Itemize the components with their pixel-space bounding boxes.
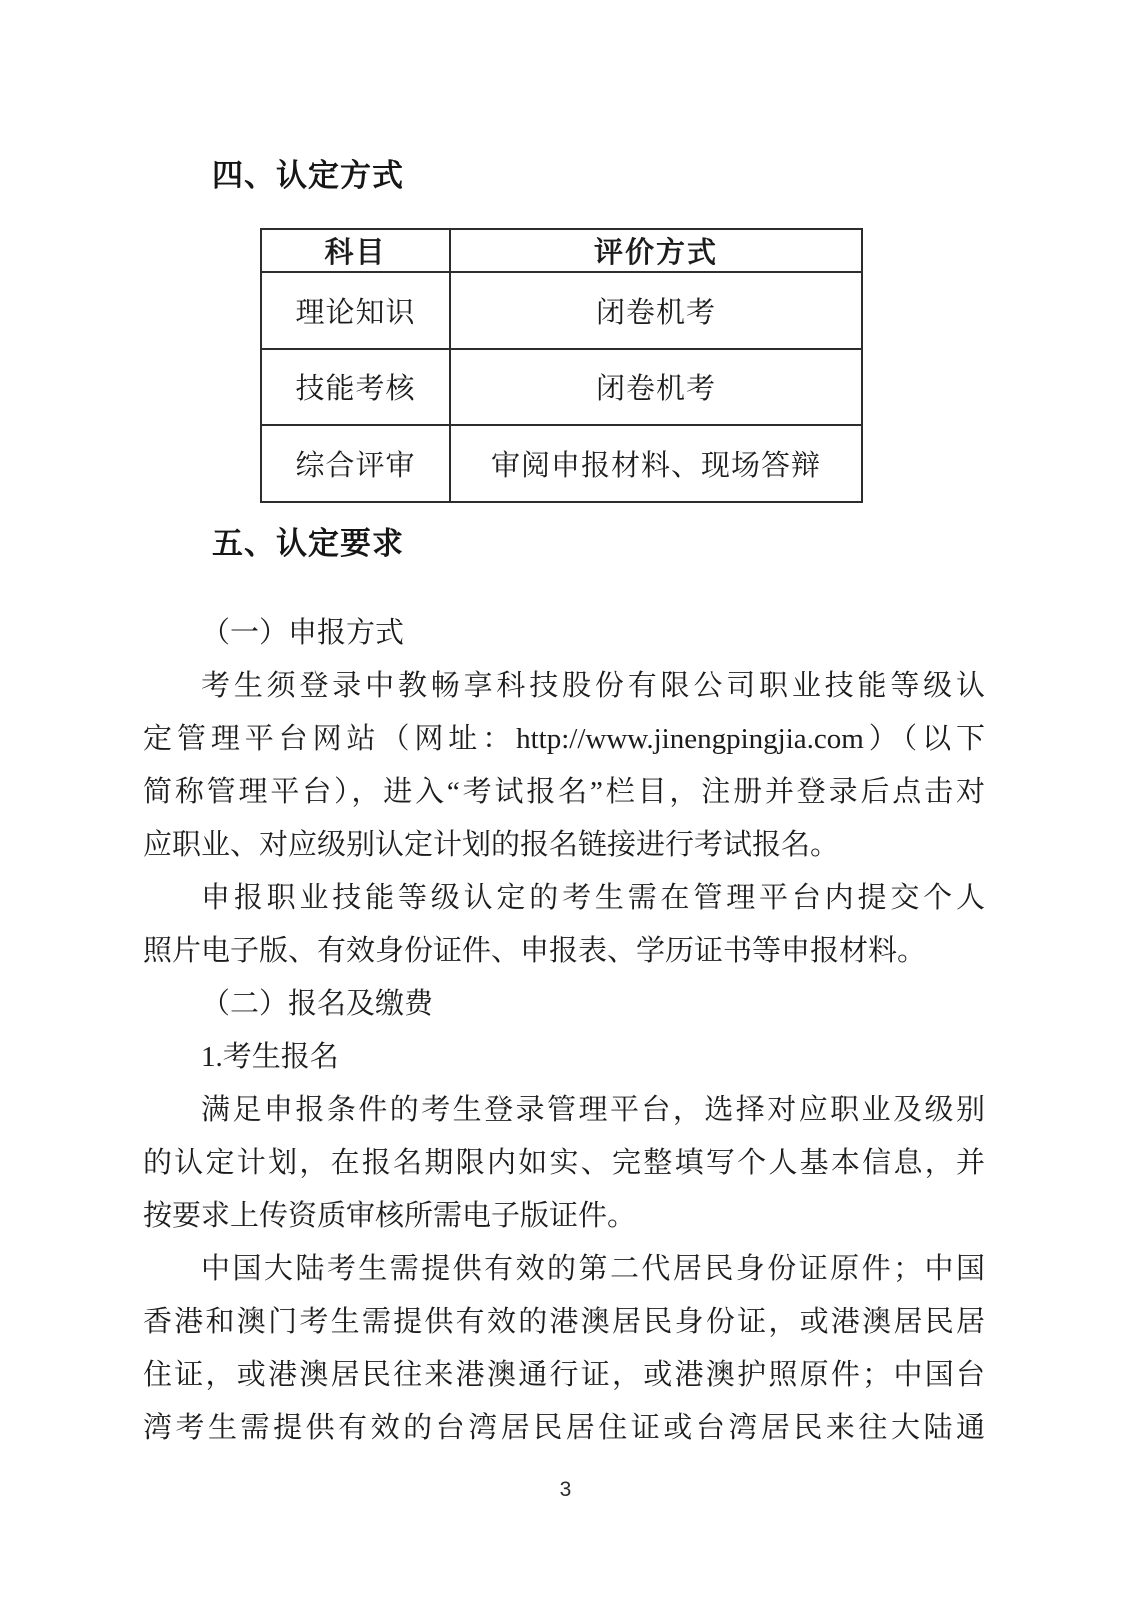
table-row xyxy=(261,425,862,502)
table-row xyxy=(261,272,862,349)
body-line: 中国大陆考生需提供有效的第二代居民身份证原件；中国 xyxy=(201,1253,985,1285)
subject-cell: 技能考核 xyxy=(261,349,450,426)
body-line: 简称管理平台），进入“考试报名”栏目，注册并登录后点击对 xyxy=(143,776,985,808)
section-4-heading: 四、认定方式 xyxy=(212,158,404,193)
body-line: （二）报名及缴费 xyxy=(201,988,434,1020)
para-identity-documents xyxy=(143,1243,985,1455)
subject-column-header: 科目 xyxy=(261,229,450,272)
body-line: 定管理平台网站（网址：http://www.jinengpingjia.com）（以下 xyxy=(143,723,985,755)
subject-cell: 理论知识 xyxy=(261,272,450,349)
body-line: 考生须登录中教畅享科技股份有限公司职业技能等级认 xyxy=(201,670,985,702)
table-header-row xyxy=(261,229,862,272)
item-heading-candidate-registration xyxy=(143,1031,985,1084)
para-application-platform xyxy=(143,660,985,872)
evaluation-method-table xyxy=(260,228,863,503)
body-line: 满足申报条件的考生登录管理平台，选择对应职业及级别 xyxy=(201,1094,985,1126)
body-line: （一）申报方式 xyxy=(201,617,405,649)
para-application-materials xyxy=(143,872,985,978)
body-line: 照片电子版、有效身份证件、申报表、学历证书等申报材料。 xyxy=(143,935,927,967)
body-line: 应职业、对应级别认定计划的报名链接进行考试报名。 xyxy=(143,829,840,861)
section-5-heading: 五、认定要求 xyxy=(212,526,404,561)
body-line: 湾考生需提供有效的台湾居民居住证或台湾居民来往大陆通 xyxy=(143,1412,985,1444)
sub-heading-registration-payment xyxy=(143,978,985,1031)
sub-heading-application-method xyxy=(143,607,985,660)
body-line: 的认定计划，在报名期限内如实、完整填写个人基本信息，并 xyxy=(143,1147,985,1179)
section-5-body-text xyxy=(143,607,985,1455)
evaluation-method-cell: 闭卷机考 xyxy=(450,349,862,426)
para-registration-steps xyxy=(143,1084,985,1243)
body-line: 住证，或港澳居民往来港澳通行证，或港澳护照原件；中国台 xyxy=(143,1359,985,1391)
page-number: 3 xyxy=(559,1478,572,1501)
body-line: 香港和澳门考生需提供有效的港澳居民身份证，或港澳居民居 xyxy=(143,1306,985,1338)
subject-cell: 综合评审 xyxy=(261,425,450,502)
body-line: 1.考生报名 xyxy=(201,1041,339,1073)
body-line: 按要求上传资质审核所需电子版证件。 xyxy=(143,1200,637,1232)
table-row xyxy=(261,349,862,426)
evaluation-method-column-header: 评价方式 xyxy=(450,229,862,272)
body-line: 申报职业技能等级认定的考生需在管理平台内提交个人 xyxy=(201,882,985,914)
evaluation-method-cell: 审阅申报材料、现场答辩 xyxy=(450,425,862,502)
evaluation-method-cell: 闭卷机考 xyxy=(450,272,862,349)
